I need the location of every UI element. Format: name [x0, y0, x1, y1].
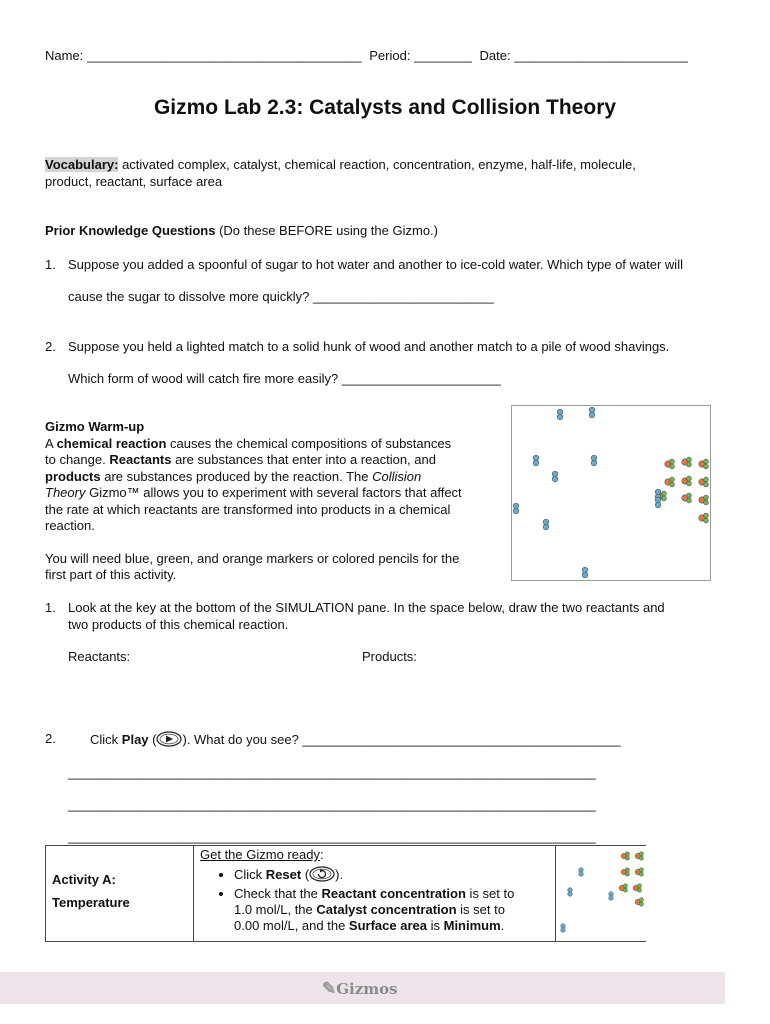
vocabulary	[45, 156, 636, 190]
setup-steps	[200, 866, 549, 934]
reactant-molecule	[557, 414, 563, 420]
reactant-molecule	[582, 572, 588, 578]
ready-colon: :	[319, 847, 324, 862]
product-molecule	[625, 868, 629, 872]
product-molecule	[623, 888, 627, 892]
answer-line-1: _________________________________________________________________________	[68, 765, 596, 780]
step-text: is set to	[456, 902, 505, 917]
product-molecule	[639, 852, 643, 856]
prior-q1-line2: cause the sugar to dissolve more quickly? _________________________	[68, 289, 494, 304]
step-text: 1.0 mol/L, the	[234, 902, 317, 917]
vocabulary-line2: product, reactant, surface area	[45, 174, 223, 189]
product-molecule	[687, 493, 692, 498]
answer-line-3: _________________________________________________________________________	[68, 829, 596, 844]
product-molecule	[704, 482, 709, 487]
product-molecule	[639, 872, 643, 876]
step-text: is	[426, 918, 444, 933]
warmup-q2-number: 2.	[45, 731, 56, 746]
prior-note: (Do these BEFORE using the Gizmo.)	[215, 223, 438, 238]
warmup-text: reaction.	[45, 518, 95, 533]
vocabulary-line1: activated complex, catalyst, chemical reaction, concentration, enzyme, half-life, molecule,	[118, 157, 636, 172]
answer-line-2: _________________________________________________________________________	[68, 797, 596, 812]
term-collision: Collision	[372, 468, 422, 484]
header-line	[45, 48, 688, 63]
warmup-q1-line1: Look at the key at the bottom of the SIMULATION pane. In the space below, draw the two reactants and	[68, 600, 665, 615]
product-molecule	[687, 462, 692, 467]
products-label: Products:	[362, 649, 417, 664]
product-molecule	[639, 868, 643, 872]
activity-label: Activity A:	[52, 872, 116, 887]
simulation-molecules	[512, 406, 710, 580]
warmup-text: first part of this activity.	[45, 567, 177, 582]
term-surface-area: Surface area	[348, 918, 427, 933]
prior-q2-line1: Suppose you held a lighted match to a solid hunk of wood and another match to a pile of wood shavings.	[68, 339, 670, 354]
simulation-image	[511, 405, 711, 581]
product-molecule	[704, 513, 709, 518]
term-products: products	[45, 468, 101, 484]
product-molecule	[687, 481, 692, 486]
vocabulary-label: Vocabulary:	[45, 157, 119, 172]
warmup-text: A	[45, 435, 57, 451]
product-molecule	[704, 500, 709, 505]
prior-q2-number: 2.	[45, 339, 56, 354]
product-molecule	[662, 491, 667, 496]
product-molecule	[670, 482, 675, 487]
step-text: is set to	[465, 886, 515, 901]
activity-image-cell	[556, 846, 647, 942]
term-catalyst-concentration: Catalyst concentration	[316, 902, 457, 917]
product-molecule	[637, 884, 641, 888]
step-reset	[234, 866, 549, 886]
activity-label-cell	[46, 846, 194, 942]
activity-topic: Temperature	[52, 895, 130, 910]
q2-text: Click	[90, 732, 122, 747]
product-molecule	[662, 496, 667, 501]
page-title: Gizmo Lab 2.3: Catalysts and Collision Theory	[153, 96, 617, 119]
prior-q1-line1: Suppose you added a spoonful of sugar to hot water and another to ice-cold water. Which type of water will	[68, 257, 683, 272]
product-molecule	[670, 464, 675, 469]
period-label: Period: ________	[369, 48, 472, 63]
term-reactants: Reactants	[109, 452, 172, 467]
reactant-molecule	[533, 460, 539, 466]
reset-icon	[309, 866, 335, 886]
product-molecule	[670, 459, 675, 464]
product-molecule	[625, 872, 629, 876]
reactant-molecule	[655, 502, 661, 508]
step-text: ).	[335, 867, 344, 882]
product-molecule	[670, 477, 675, 482]
reactant-molecule	[579, 872, 583, 876]
warmup-q1-number: 1.	[45, 600, 56, 615]
warmup-text: are substances that enter into a reaction, and	[171, 452, 436, 467]
product-molecule	[625, 856, 629, 860]
warmup-text: Gizmo™ allows you to experiment with several factors that affect	[85, 485, 462, 500]
warmup-heading: Gizmo Warm-up	[45, 419, 145, 434]
warmup-section	[45, 419, 505, 584]
warmup-text: You will need blue, green, and orange markers or colored pencils for the	[45, 550, 460, 566]
product-molecule	[687, 476, 692, 481]
name-label: Name: ______________________________________	[45, 48, 362, 63]
ready-heading: Get the Gizmo ready	[200, 847, 320, 862]
reactant-molecule	[589, 412, 595, 418]
gizmos-logo: ✎Gizmos	[322, 979, 398, 999]
term-reactant-concentration: Reactant concentration	[321, 886, 466, 901]
reactant-molecule	[568, 892, 572, 896]
term-theory: Theory	[45, 485, 86, 500]
date-label: Date: ________________________	[479, 48, 688, 63]
reactant-molecule	[591, 460, 597, 466]
play-icon	[156, 731, 182, 750]
reset-label: Reset	[265, 867, 302, 882]
reactant-molecule	[552, 476, 558, 482]
reactant-molecule	[561, 928, 565, 932]
prior-heading: Prior Knowledge Questions	[45, 223, 216, 238]
activity-instructions-cell	[194, 846, 556, 942]
product-molecule	[687, 457, 692, 462]
product-molecule	[704, 495, 709, 500]
product-molecule	[625, 852, 629, 856]
prior-q1-number: 1.	[45, 257, 56, 272]
term-chemical-reaction: chemical reaction	[56, 435, 167, 451]
logo-text: Gizmos	[336, 980, 398, 998]
step-check	[234, 886, 549, 934]
activity-table	[45, 845, 646, 942]
step-text: Click	[234, 867, 266, 882]
prior-heading-line	[45, 223, 438, 238]
product-molecule	[623, 884, 627, 888]
step-text: Check that the	[234, 886, 322, 901]
warmup-text: to change.	[45, 452, 110, 467]
step-text: 0.00 mol/L, and the	[234, 918, 349, 933]
prior-q2-line2: Which form of wood will catch fire more easily? ______________________	[68, 371, 501, 386]
simulation-thumbnail	[556, 846, 646, 938]
reactants-label: Reactants:	[68, 649, 131, 664]
warmup-q1-line2: two products of this chemical reaction.	[68, 617, 289, 632]
warmup-text: the rate at which reactants are transformed into products in a chemical	[45, 501, 451, 517]
reactant-molecule	[513, 508, 519, 514]
product-molecule	[639, 898, 643, 902]
q2-text: (	[148, 732, 157, 747]
product-molecule	[704, 464, 709, 469]
q2-text: ). What do you see? ____________________________________________	[182, 732, 621, 747]
reactant-molecule	[543, 524, 549, 530]
product-molecule	[639, 856, 643, 860]
product-molecule	[704, 477, 709, 482]
reactant-molecule	[609, 896, 613, 900]
step-text: .	[500, 918, 505, 933]
product-molecule	[687, 498, 692, 503]
product-molecule	[704, 459, 709, 464]
step-text: (	[301, 867, 310, 882]
warmup-text: are substances produced by the reaction. The	[100, 468, 373, 484]
product-molecule	[637, 888, 641, 892]
play-label: Play	[121, 732, 149, 747]
warmup-text: causes the chemical compositions of substances	[166, 435, 452, 451]
term-minimum: Minimum	[443, 918, 501, 933]
warmup-q2-line	[90, 731, 621, 750]
product-molecule	[639, 902, 643, 906]
product-molecule	[704, 518, 709, 523]
